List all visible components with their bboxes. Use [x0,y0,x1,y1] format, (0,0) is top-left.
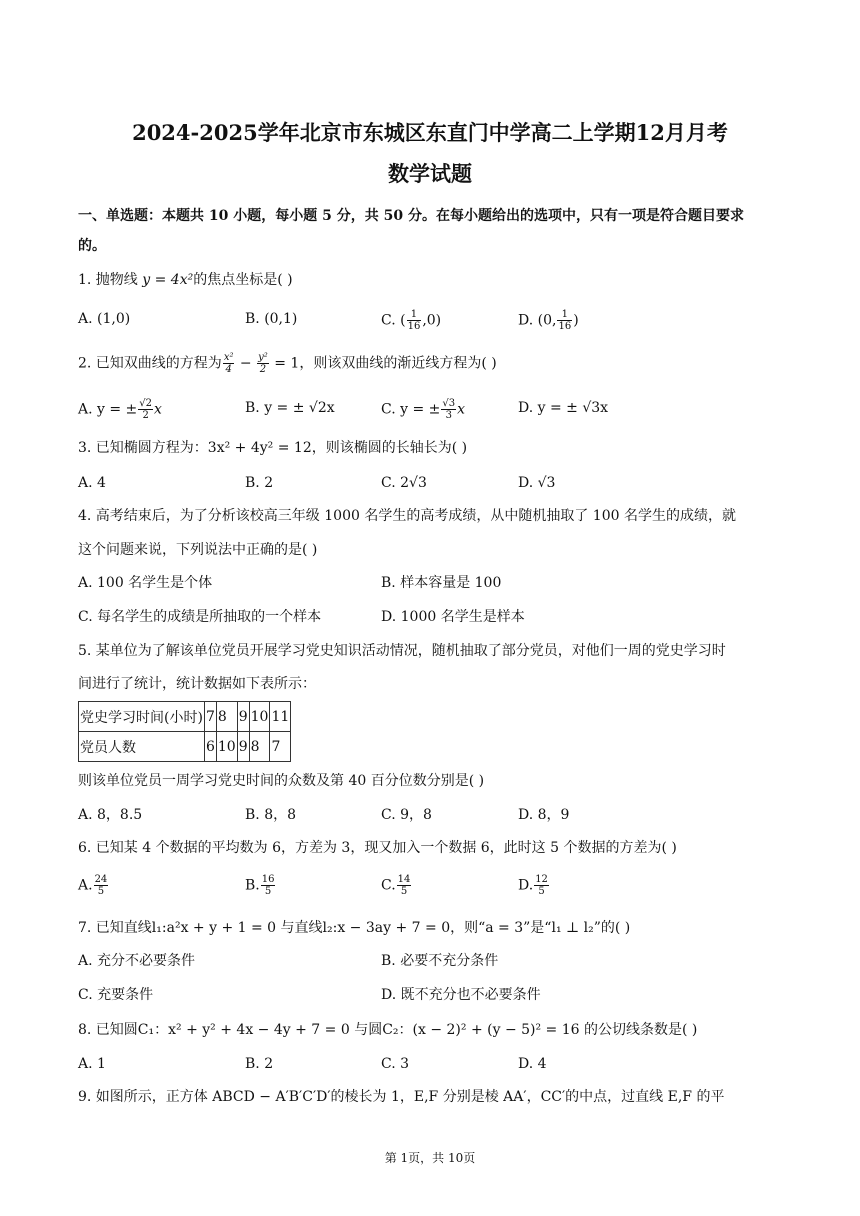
question-5-stem-line2: 间进行了统计，统计数据如下表所示： [78,676,316,692]
table-cell: 9 [237,732,249,762]
question-5-stem-line1: 5. 某单位为了解该单位党员开展学习党史知识活动情况，随机抽取了部分党员，对他们一周的党史学习时 [78,643,726,659]
study-time-table [78,701,291,762]
table-header-row [79,702,291,732]
section-heading: 一、单选题：本题共 10 小题，每小题 5 分，共 50 分。在每小题给出的选项中，只有一项是符合题目要求 [78,208,744,224]
option-c: C. $\frac{14}{5}$ [381,874,411,897]
option-c: C. 2√3 [381,475,427,491]
table-row [79,732,291,762]
option-a: A. 8，8.5 [78,807,143,823]
question-2-stem: 2. 已知双曲线的方程为 $\frac{\text{x²}}{4}$ − $\frac{\text{y²}}{2}$ = 1，则该双曲线的渐近线方程为( ) [78,352,497,375]
option-c: C. 9，8 [381,807,432,823]
table-cell: 党史学习时间(小时) [79,702,205,732]
option-c: C. 充要条件 [78,987,154,1003]
table-cell: 党员人数 [79,732,205,762]
question-1-stem: 1. 抛物线 y = 4x²的焦点坐标是( ) [78,272,293,288]
section-heading-cont: 的。 [78,238,106,254]
option-b: B. y = ± √2x [245,400,335,416]
option-d: D. 1000 名学生是样本 [381,609,525,625]
option-d: D. (0, $\frac{1}{16}$ ) [518,309,579,332]
table-cell: 10 [216,732,237,762]
option-a: A. 1 [78,1056,106,1072]
option-d: D. 既不充分也不必要条件 [381,987,541,1003]
option-c: C. y = ± $\frac{√3}{3}$ x [381,398,466,421]
question-7-stem: 7. 已知直线l₁:a²x + y + 1 = 0 与直线l₂:x − 3ay + 7 = 0，则“a = 3”是“l₁ ⊥ l₂”的( ) [78,920,631,936]
question-9-stem: 9. 如图所示，正方体 ABCD − A′B′C′D′的棱长为 1，E,F 分别是棱 AA′，CC′的中点，过直线 E,F 的平 [78,1089,725,1105]
question-2-options [78,398,783,424]
option-a: A. y = ± $\frac{√2}{2}$ x [78,398,162,421]
option-c: C. 3 [381,1056,410,1072]
exam-subtitle: 数学试题 [388,161,472,186]
question-8-stem: 8. 已知圆C₁：x² + y² + 4x − 4y + 7 = 0 与圆C₂：(x − 2)² + (y − 5)² = 16 的公切线条数是( ) [78,1022,698,1038]
option-a: A. 充分不必要条件 [78,953,196,969]
option-d: D. √3 [518,475,556,491]
question-1-options [78,309,783,333]
question-6-stem: 6. 已知某 4 个数据的平均数为 6，方差为 3，现又加入一个数据 6，此时这 5 个数据的方差为( ) [78,840,677,856]
table-cell: 9 [237,702,249,732]
option-a: A. 100 名学生是个体 [78,575,213,591]
page-footer: 第 1页，共 10页 [384,1151,476,1165]
option-a: A. $\frac{24}{5}$ [78,874,108,897]
option-b: B. 必要不充分条件 [381,953,499,969]
table-cell: 8 [249,732,270,762]
table-cell: 8 [216,702,237,732]
table-cell: 7 [204,702,216,732]
option-c: C. ( $\frac{1}{16}$ ,0) [381,309,442,332]
option-a: A. 4 [78,475,106,491]
question-4-stem-line2: 这个问题来说，下列说法中正确的是( ) [78,542,318,558]
option-b: B. $\frac{16}{5}$ [245,874,275,897]
option-c: C. 每名学生的成绩是所抽取的一个样本 [78,609,322,625]
option-d: D. 4 [518,1056,547,1072]
table-cell: 11 [270,702,291,732]
question-3-stem: 3. 已知椭圆方程为：3x² + 4y² = 12，则该椭圆的长轴长为( ) [78,440,468,456]
exam-title: 2024-2025学年北京市东城区东直门中学高二上学期12月月考 [132,120,728,145]
table-cell: 7 [270,732,291,762]
option-d: D. 8，9 [518,807,570,823]
option-d: D. $\frac{12}{5}$ [518,874,548,897]
question-4-stem-line1: 4. 高考结束后，为了分析该校高三年级 1000 名学生的高考成绩，从中随机抽取了 100 名学生的成绩，就 [78,508,736,524]
option-b: B. 2 [245,475,274,491]
table-cell: 10 [249,702,270,732]
table-cell: 6 [204,732,216,762]
option-b: B. 样本容量是 100 [381,575,502,591]
option-a: A. (1,0) [78,311,131,327]
option-b: B. 2 [245,1056,274,1072]
option-b: B. (0,1) [245,311,298,327]
option-b: B. 8，8 [245,807,297,823]
question-5-stem-line3: 则该单位党员一周学习党史时间的众数及第 40 百分位数分别是( ) [78,773,485,789]
question-6-options [78,874,783,900]
option-d: D. y = ± √3x [518,400,609,416]
